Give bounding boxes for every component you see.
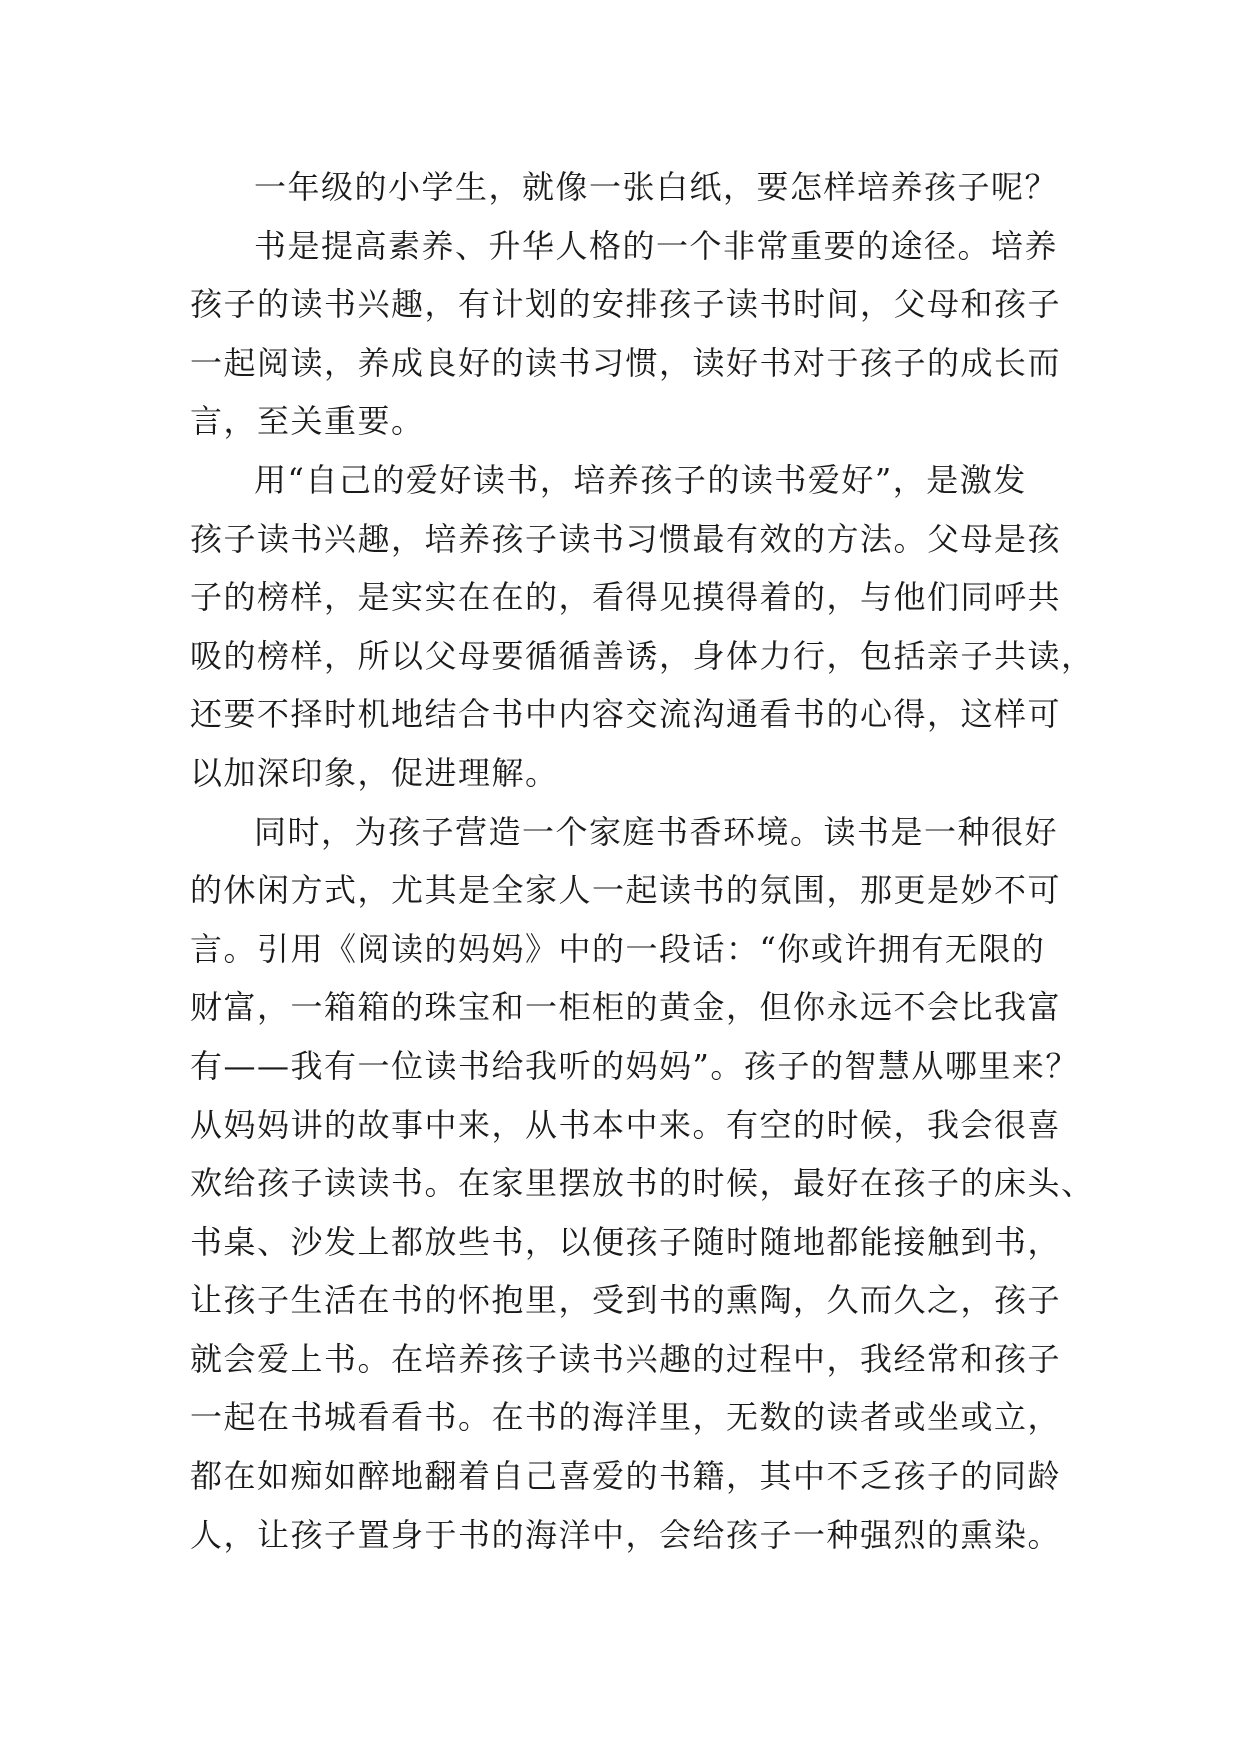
paragraph-2-line-3: 一起阅读，养成良好的读书习惯，读好书对于孩子的成长而 bbox=[190, 343, 1062, 382]
paragraph-2-line-4: 言，至关重要。 bbox=[190, 402, 425, 441]
paragraph-4-line-11: 一起在书城看看书。在书的海洋里，无数的读者或坐或立， bbox=[190, 1398, 1062, 1437]
paragraph-3-line-6: 以加深印象，促进理解。 bbox=[190, 753, 559, 792]
paragraph-4-line-2: 的休闲方式，尤其是全家人一起读书的氛围，那更是妙不可 bbox=[190, 871, 1062, 910]
paragraph-2-line-1: 书是提高素养、升华人格的一个非常重要的途径。培养 bbox=[254, 226, 1059, 265]
paragraph-4-line-10: 就会爱上书。在培养孩子读书兴趣的过程中，我经常和孩子 bbox=[190, 1339, 1062, 1378]
paragraph-4-line-5: 有——我有一位读书给我听的妈妈”。孩子的智慧从哪里来？ bbox=[190, 1046, 1079, 1085]
paragraph-4-line-1: 同时，为孩子营造一个家庭书香环境。读书是一种很好 bbox=[254, 812, 1059, 851]
paragraph-2-line-2: 孩子的读书兴趣，有计划的安排孩子读书时间，父母和孩子 bbox=[190, 285, 1062, 324]
paragraph-4-line-12: 都在如痴如醉地翻着自己喜爱的书籍，其中不乏孩子的同龄 bbox=[190, 1457, 1062, 1496]
paragraph-4-line-7: 欢给孩子读读书。在家里摆放书的时候，最好在孩子的床头、 bbox=[190, 1164, 1095, 1203]
paragraph-4-line-6: 从妈妈讲的故事中来，从书本中来。有空的时候，我会很喜 bbox=[190, 1105, 1062, 1144]
paragraph-4-line-13: 人，让孩子置身于书的海洋中，会给孩子一种强烈的熏染。 bbox=[190, 1515, 1062, 1554]
paragraph-4-line-9: 让孩子生活在书的怀抱里，受到书的熏陶，久而久之，孩子 bbox=[190, 1281, 1062, 1320]
paragraph-1-line-1: 一年级的小学生，就像一张白纸，要怎样培养孩子呢？ bbox=[254, 168, 1059, 206]
paragraph-3-line-5: 还要不择时机地结合书中内容交流沟通看书的心得，这样可 bbox=[190, 695, 1062, 734]
paragraph-4-line-8: 书桌、沙发上都放些书，以便孩子随时随地都能接触到书， bbox=[190, 1222, 1062, 1261]
paragraph-3-line-3: 子的榜样，是实实在在的，看得见摸得着的，与他们同呼共 bbox=[190, 578, 1062, 617]
paragraph-3-line-1: 用“自己的爱好读书，培养孩子的读书爱好”，是激发 bbox=[254, 460, 1027, 499]
paragraph-3-line-4: 吸的榜样，所以父母要循循善诱，身体力行，包括亲子共读， bbox=[190, 636, 1095, 675]
paragraph-4-line-3: 言。引用《阅读的妈妈》中的一段话：“你或许拥有无限的 bbox=[190, 929, 1046, 968]
document-body bbox=[190, 158, 1095, 1564]
paragraph-4-line-4: 财富，一箱箱的珠宝和一柜柜的黄金，但你永远不会比我富 bbox=[190, 988, 1062, 1027]
paragraph-3-line-2: 孩子读书兴趣，培养孩子读书习惯最有效的方法。父母是孩 bbox=[190, 519, 1062, 558]
